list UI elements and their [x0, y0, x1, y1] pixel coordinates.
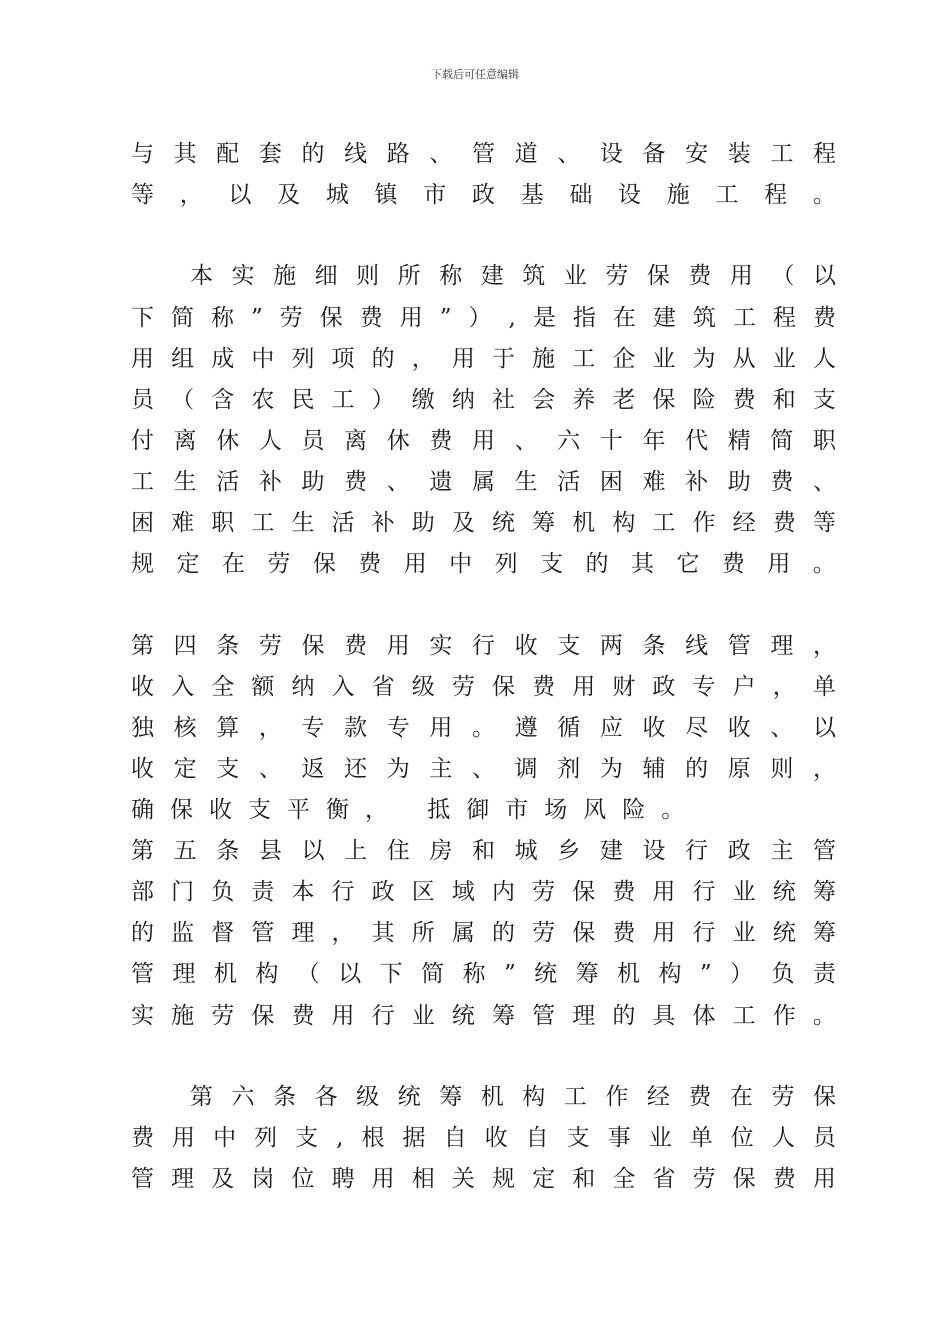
- text-line: 与 其 配 套 的 线 路 、 管 道 、 设 备 安 装 工 程: [131, 141, 836, 167]
- text-line: 确保收支平衡， 抵御市场风险。: [131, 797, 701, 823]
- text-line: 规 定 在 劳 保 费 用 中 列 支 的 其 它 费 用 。: [131, 551, 836, 577]
- text-line: 工 生 活 补 助 费 、 遗 属 生 活 困 难 补 助 费 、: [131, 469, 836, 495]
- text-line: 第 四 条 劳 保 费 用 实 行 收 支 两 条 线 管 理 ，: [131, 633, 836, 659]
- text-line: 费 用 中 列 支 , 根 据 自 收 自 支 事 业 单 位 人 员: [131, 1125, 836, 1151]
- text-line: 本 实 施 细 则 所 称 建 筑 业 劳 保 费 用 （ 以: [190, 263, 836, 289]
- text-line: 下 简 称 ” 劳 保 费 用 ” ） , 是 指 在 建 筑 工 程 费: [131, 305, 836, 331]
- text-line: 收 定 支 、 返 还 为 主 、 调 剂 为 辅 的 原 则 ，: [131, 756, 836, 782]
- text-line: 等 ， 以 及 城 镇 市 政 基 础 设 施 工 程 。: [131, 182, 836, 208]
- text-line: 部 门 负 责 本 行 政 区 域 内 劳 保 费 用 行 业 统 筹: [131, 879, 836, 905]
- text-line: 困 难 职 工 生 活 补 助 及 统 筹 机 构 工 作 经 费 等: [131, 510, 836, 536]
- text-line: 管 理 机 构 （ 以 下 简 称 ” 统 筹 机 构 ” ） 负 责: [131, 961, 836, 987]
- text-line: 员 （ 含 农 民 工 ） 缴 纳 社 会 养 老 保 险 费 和 支: [131, 387, 836, 413]
- text-line: 第 六 条 各 级 统 筹 机 构 工 作 经 费 在 劳 保: [190, 1084, 836, 1110]
- page-header: 下载后可任意编辑: [431, 68, 519, 81]
- text-line: 管 理 及 岗 位 聘 用 相 关 规 定 和 全 省 劳 保 费 用: [131, 1166, 836, 1192]
- text-line: 的 监 督 管 理 ， 其 所 属 的 劳 保 费 用 行 业 统 筹: [131, 920, 836, 946]
- text-line: 用 组 成 中 列 项 的 ， 用 于 施 工 企 业 为 从 业 人: [131, 346, 836, 372]
- text-line: 付 离 休 人 员 离 休 费 用 、 六 十 年 代 精 简 职: [131, 428, 836, 454]
- text-line: 第 五 条 县 以 上 住 房 和 城 乡 建 设 行 政 主 管: [131, 838, 836, 864]
- text-line: 实 施 劳 保 费 用 行 业 统 筹 管 理 的 具 体 工 作 。: [131, 1003, 836, 1029]
- text-line: 独 核 算 ， 专 款 专 用 。 遵 循 应 收 尽 收 、 以: [131, 715, 836, 741]
- text-line: 收 入 全 额 纳 入 省 级 劳 保 费 用 财 政 专 户 ， 单: [131, 674, 836, 700]
